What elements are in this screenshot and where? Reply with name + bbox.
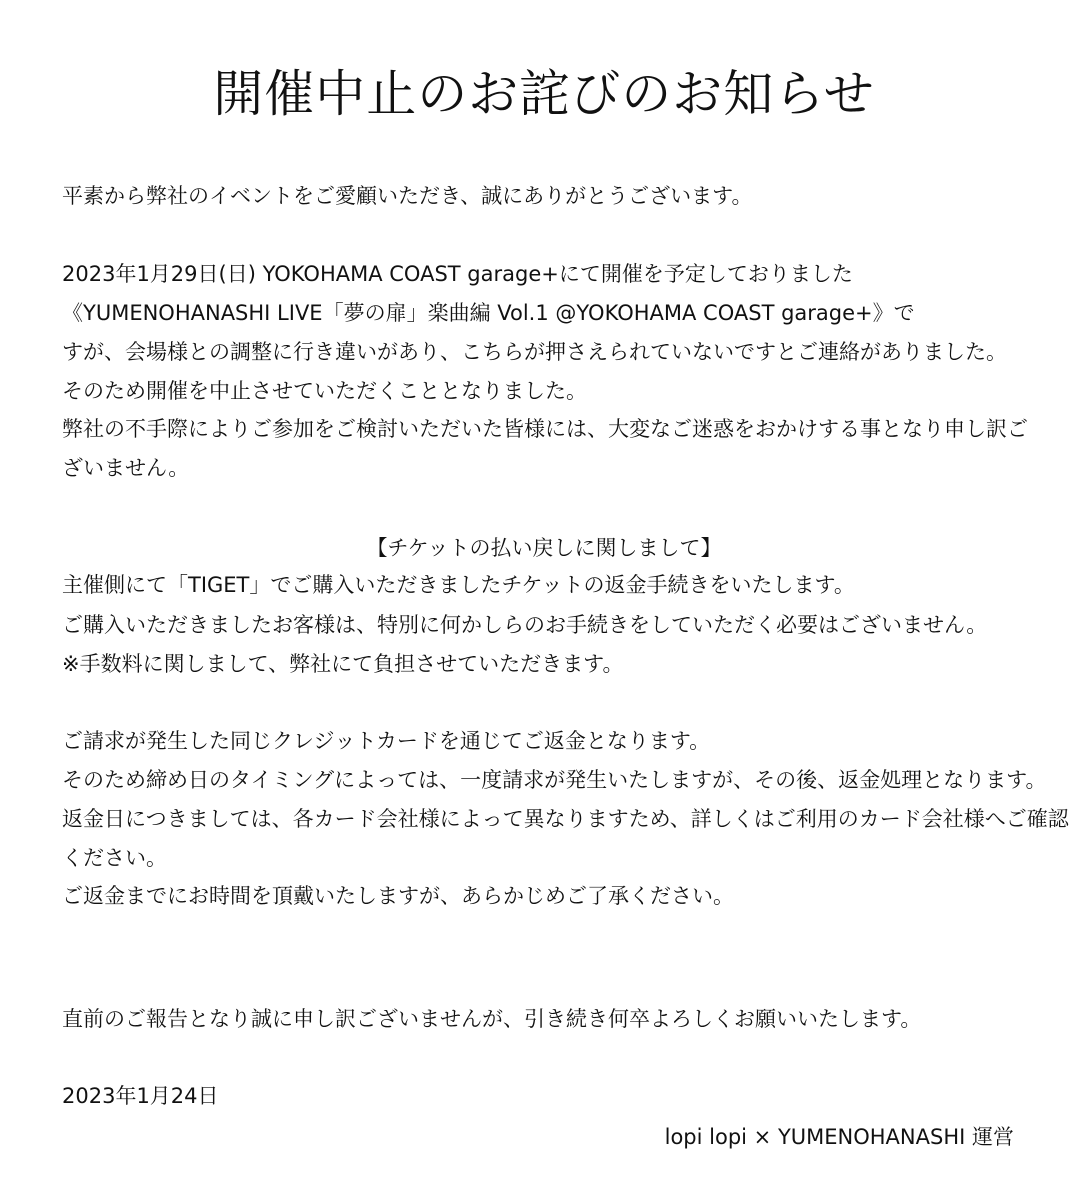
card-line: ください。 bbox=[62, 846, 167, 870]
refund-line: 主催側にて「TIGET」でご購入いただきましたチケットの返金手続きをいたします。 bbox=[62, 573, 855, 597]
paragraph-line: ざいません。 bbox=[62, 456, 190, 480]
refund-line: ご購入いただきましたお客様は、特別に何かしらのお手続きをしていただく必要はございません。 bbox=[62, 613, 988, 637]
paragraph-line: 《YUMENOHANASHI LIVE「夢の扉」楽曲編 Vol.1 @YOKOHAMA COAST garage+》で bbox=[62, 301, 915, 325]
card-line: 返金日につきましては、各カード会社様によって異なりますため、詳しくはご利用のカード会社様へご確認 bbox=[62, 807, 1069, 831]
document-title: 開催中止のお詫びのお知らせ bbox=[213, 65, 875, 123]
paragraph-line: 弊社の不手際によりご参加をご検討いただいた皆様には、大変なご迷惑をおかけする事となり申し訳ご bbox=[62, 417, 1028, 441]
date-text: 2023年1月24日 bbox=[62, 1084, 219, 1108]
signature-text: lopi lopi × YUMENOHANASHI 運営 bbox=[664, 1125, 1014, 1149]
paragraph-line: すが、会場様との調整に行き違いがあり、こちらが押さえられていないですとご連絡がありました。 bbox=[62, 340, 1007, 364]
refund-heading: 【チケットの払い戻しに関しまして】 bbox=[366, 536, 722, 560]
paragraph-line: そのため開催を中止させていただくこととなりました。 bbox=[62, 379, 587, 403]
greeting-text: 平素から弊社のイベントをご愛顧いただき、誠にありがとうございます。 bbox=[62, 184, 753, 208]
paragraph-line: 2023年1月29日(日) YOKOHAMA COAST garage+にて開催を予定しておりました bbox=[62, 262, 853, 286]
card-line: そのため締め日のタイミングによっては、一度請求が発生いたしますが、その後、返金処理となります。 bbox=[62, 768, 1047, 792]
refund-line: ※手数料に関しまして、弊社にて負担させていただきます。 bbox=[62, 652, 624, 676]
card-line: ご請求が発生した同じクレジットカードを通じてご返金となります。 bbox=[62, 729, 711, 753]
card-line: ご返金までにお時間を頂戴いたしますが、あらかじめご了承ください。 bbox=[62, 884, 734, 908]
closing-text: 直前のご報告となり誠に申し訳ございませんが、引き続き何卒よろしくお願いいたします。 bbox=[62, 1007, 922, 1031]
